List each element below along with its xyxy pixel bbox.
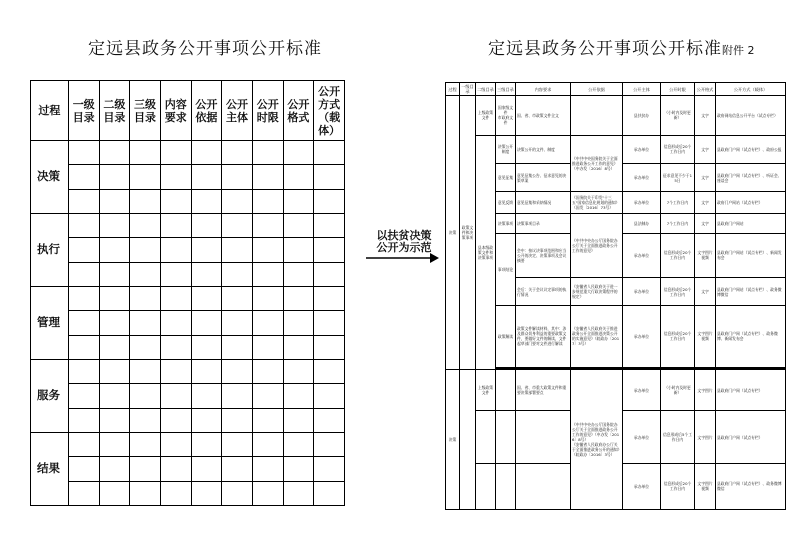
time-cell: 信息形成后20个工作日内 — [661, 306, 695, 367]
blank-cell — [99, 213, 130, 237]
basis-cell: 《安徽省人民政府关于推进政务公开全面推进决策公开的实施意见》（皖政办〔2017〕3号） — [571, 306, 623, 367]
blank-cell — [191, 408, 222, 432]
right-header-cell: 二级目录 — [476, 83, 496, 96]
subject-cell: 承办单位 — [623, 463, 661, 509]
time-cell: 7个工作日内 — [661, 214, 695, 234]
blank-cell — [160, 359, 191, 383]
blank-cell — [99, 481, 130, 505]
blank-cell — [160, 384, 191, 408]
blank-cell — [252, 189, 283, 213]
l2-cell: 上级政策文件 — [476, 96, 496, 135]
channel-cell: 县政府门户网（试点专栏）、政务微博、新闻发布会 — [716, 306, 786, 367]
blank-cell — [283, 238, 314, 262]
blank-cell — [314, 432, 345, 456]
l3-cell — [496, 411, 516, 464]
format-cell: 文字图片 — [695, 369, 716, 411]
blank-cell — [99, 286, 130, 310]
blank-cell — [160, 481, 191, 505]
channel-cell: 县政府门户网（试点专栏）、政务微博微信 — [716, 463, 786, 509]
left-header-cell: 三级目录 — [130, 81, 161, 141]
blank-cell — [99, 262, 130, 286]
left-table-row — [31, 457, 345, 481]
channel-cell: 政府网站信息公开平台（试点专栏） — [716, 96, 786, 135]
blank-cell — [222, 384, 253, 408]
blank-cell — [283, 213, 314, 237]
blank-cell — [222, 213, 253, 237]
blank-cell — [130, 457, 161, 481]
content-cell: 国、省、市政策文件全文 — [516, 96, 571, 135]
l3-cell: 意见反馈 — [496, 192, 516, 214]
blank-cell — [222, 481, 253, 505]
blank-cell — [252, 286, 283, 310]
left-table-row — [31, 432, 345, 456]
basis-cell: 《中共中央国务院关于全面推进政务公开工作的意见》（中办发〔2016〕8号） — [571, 135, 623, 192]
subject-cell: 承办单位 — [623, 163, 661, 191]
blank-cell — [314, 238, 345, 262]
blank-cell — [283, 141, 314, 165]
blank-cell — [68, 311, 99, 335]
format-cell: 文字图片视频 — [695, 234, 716, 278]
left-table-row — [31, 262, 345, 286]
table-row — [446, 214, 786, 234]
l2-cell — [476, 463, 496, 509]
blank-cell — [314, 384, 345, 408]
blank-cell — [252, 262, 283, 286]
blank-cell — [130, 262, 161, 286]
blank-cell — [252, 311, 283, 335]
left-table-row — [31, 141, 345, 165]
subject-cell: 县法制办 — [623, 214, 661, 234]
process-cell: 服务 — [31, 359, 69, 432]
left-header-cell: 过程 — [31, 81, 69, 141]
left-table-row — [31, 359, 345, 383]
arrow-caption-line: 以扶贫决策 — [376, 229, 432, 242]
blank-cell — [99, 165, 130, 189]
blank-cell — [191, 335, 222, 359]
blank-cell — [222, 141, 253, 165]
subject-cell: 承办单位 — [623, 411, 661, 464]
blank-cell — [130, 189, 161, 213]
l3-cell: 决策事项 — [496, 214, 516, 234]
format-cell: 文字图片视频 — [695, 306, 716, 367]
blank-cell — [130, 335, 161, 359]
channel-cell: 县政府门户网站（试点专栏）、新闻发布会 — [716, 234, 786, 278]
right-header-row — [446, 83, 786, 96]
arrow-caption — [368, 230, 440, 254]
l1-cell — [460, 369, 476, 509]
time-cell: 信息形成后20个工作日内 — [661, 277, 695, 305]
subject-cell: 承办单位 — [623, 234, 661, 278]
blank-cell — [99, 238, 130, 262]
blank-cell — [283, 384, 314, 408]
right-page-title: 定远县政务公开事项公开标准 — [488, 39, 722, 59]
blank-cell — [283, 189, 314, 213]
blank-cell — [222, 286, 253, 310]
basis-cell — [571, 369, 623, 509]
right-header-cell: 一级目录 — [461, 84, 474, 95]
channel-cell: 县政府门户网（试点专栏） — [716, 411, 786, 464]
content-cell: 决策事项目录 — [516, 214, 571, 234]
format-cell: 文字图片视频 — [695, 463, 716, 509]
blank-cell — [191, 457, 222, 481]
blank-cell — [283, 335, 314, 359]
time-cell: 信息形成后20个工作日内 — [661, 463, 695, 509]
right-standard-table — [445, 82, 786, 510]
blank-cell — [252, 359, 283, 383]
blank-cell — [130, 359, 161, 383]
blank-cell — [191, 189, 222, 213]
blank-cell — [283, 311, 314, 335]
blank-cell — [191, 432, 222, 456]
blank-cell — [68, 335, 99, 359]
blank-cell — [191, 286, 222, 310]
blank-cell — [252, 384, 283, 408]
blank-cell — [130, 141, 161, 165]
blank-cell — [99, 457, 130, 481]
content-cell: 决策公开的文件、制度 — [516, 135, 571, 163]
blank-cell — [252, 238, 283, 262]
blank-cell — [68, 457, 99, 481]
right-header-cell: 公开依据 — [571, 83, 623, 96]
blank-cell — [283, 165, 314, 189]
blank-cell — [191, 481, 222, 505]
blank-cell — [314, 189, 345, 213]
blank-cell — [222, 335, 253, 359]
blank-cell — [130, 238, 161, 262]
left-table-row — [31, 165, 345, 189]
blank-cell — [252, 432, 283, 456]
blank-cell — [283, 457, 314, 481]
time-cell: 征求意见不少于15日 — [661, 163, 695, 191]
l3-cell: 决策公开制度 — [496, 135, 516, 163]
blank-cell — [160, 311, 191, 335]
blank-cell — [99, 432, 130, 456]
l2-cell: 县本级政策文件和决策事项 — [476, 135, 496, 369]
blank-cell — [222, 432, 253, 456]
subject-cell: 承办单位 — [623, 306, 661, 367]
left-table-row — [31, 408, 345, 432]
blank-cell — [68, 189, 99, 213]
content-cell — [516, 463, 571, 509]
channel-cell: 县政府门户网（试点专栏）、政府公报 — [716, 135, 786, 163]
blank-cell — [130, 213, 161, 237]
table-row — [446, 369, 786, 411]
time-cell: 信息形成后5个工作日内 — [661, 411, 695, 464]
process-cell: 决策 — [446, 96, 460, 370]
right-header-cell: 公开主体 — [623, 83, 661, 96]
blank-cell — [99, 141, 130, 165]
l3-cell — [496, 463, 516, 509]
blank-cell — [222, 408, 253, 432]
blank-cell — [222, 457, 253, 481]
blank-cell — [68, 286, 99, 310]
subject-cell: 承办单位 — [623, 135, 661, 163]
blank-cell — [68, 408, 99, 432]
blank-cell — [99, 408, 130, 432]
blank-cell — [160, 408, 191, 432]
blank-cell — [68, 432, 99, 456]
format-cell: 文字 — [695, 135, 716, 163]
blank-cell — [191, 262, 222, 286]
blank-cell — [68, 213, 99, 237]
l3-cell — [496, 369, 516, 411]
channel-cell: 县政府门户网（试点专栏）、听证会、座谈会 — [716, 163, 786, 191]
basis-cell — [571, 96, 623, 135]
right-header-cell: 三级目录 — [496, 83, 516, 96]
blank-cell — [130, 384, 161, 408]
content-cell — [516, 411, 571, 464]
table-row — [446, 96, 786, 135]
content-cell: 会后：关于会议议定事项的执行情况 — [516, 277, 571, 305]
blank-cell — [191, 359, 222, 383]
blank-cell — [160, 141, 191, 165]
format-cell: 文字 — [695, 214, 716, 234]
table-row — [446, 192, 786, 214]
subject-cell: 县扶贫办 — [623, 96, 661, 135]
basis-line: 《安徽省人民政府办公厅关于全面推进政务公开的通知》（皖政办〔2016〕3号） — [572, 441, 620, 457]
right-header-cell: 公开时限 — [661, 83, 695, 96]
blank-cell — [130, 481, 161, 505]
content-cell: 会中：按议决事项范围和应当公开的决定、决策事项及会议摘要 — [516, 234, 571, 278]
l3-line: 国家级文件 — [497, 105, 514, 116]
l3-line: 市政府文件 — [497, 115, 514, 126]
process-cell: 管理 — [31, 286, 69, 359]
blank-cell — [191, 238, 222, 262]
blank-cell — [314, 165, 345, 189]
blank-cell — [252, 408, 283, 432]
left-table-row — [31, 311, 345, 335]
basis-line: 《中共中央办公厅国务院办公厅关于全面推进政务公开工作的意见》（中办发〔2016〕8号） — [572, 421, 620, 442]
blank-cell — [314, 311, 345, 335]
left-page-title: 定远县政务公开事项公开标准 — [88, 39, 322, 59]
time-cell: 信息形成后20个工作日内 — [661, 135, 695, 163]
left-table-row — [31, 238, 345, 262]
format-cell: 文字 — [695, 96, 716, 135]
left-table-row — [31, 213, 345, 237]
blank-cell — [130, 165, 161, 189]
left-header-cell: 公开主体 — [222, 81, 253, 141]
time-cell: 7个工作日内 — [661, 192, 695, 214]
blank-cell — [314, 408, 345, 432]
blank-cell — [68, 481, 99, 505]
left-header-row — [31, 81, 345, 141]
blank-cell — [222, 189, 253, 213]
right-header-cell: 过程 — [446, 83, 460, 96]
blank-cell — [252, 213, 283, 237]
blank-cell — [283, 262, 314, 286]
l2-cell — [476, 411, 496, 464]
blank-cell — [160, 213, 191, 237]
blank-cell — [283, 408, 314, 432]
left-table-row — [31, 335, 345, 359]
blank-cell — [314, 457, 345, 481]
subject-cell: 承办单位 — [623, 369, 661, 411]
left-header-cell: 二级目录 — [99, 81, 130, 141]
blank-cell — [191, 384, 222, 408]
format-cell: 文字 — [695, 192, 716, 214]
l3-cell: 政策解读 — [496, 306, 516, 367]
blank-cell — [68, 165, 99, 189]
blank-cell — [160, 286, 191, 310]
blank-cell — [252, 457, 283, 481]
blank-cell — [191, 213, 222, 237]
time-cell: （小时内及时更新） — [661, 96, 695, 135]
left-header-cell: 公开格式 — [283, 81, 314, 141]
left-table-row — [31, 384, 345, 408]
blank-cell — [222, 262, 253, 286]
blank-cell — [314, 481, 345, 505]
blank-cell — [314, 262, 345, 286]
arrow-caption-line: 公开为示范 — [376, 241, 432, 254]
attachment-label: 附件 2 — [722, 44, 755, 57]
blank-cell — [283, 432, 314, 456]
blank-cell — [314, 359, 345, 383]
process-cell: 决策 — [31, 141, 69, 214]
blank-cell — [130, 286, 161, 310]
basis-cell: 《国务院关于印发"十三五"国家信息化规划的通知》（国发〔2016〕73号） — [571, 192, 623, 214]
blank-cell — [99, 359, 130, 383]
right-header-cell: 公开方式（载体） — [716, 83, 786, 96]
l3-cell — [496, 96, 516, 135]
content-cell: 国、省、市重大政策文件和重要决策部署要点 — [516, 369, 571, 411]
blank-cell — [99, 311, 130, 335]
l3-cell: 意见征集 — [496, 163, 516, 191]
left-table-row — [31, 286, 345, 310]
blank-cell — [252, 335, 283, 359]
left-header-cell: 内容要求 — [160, 81, 191, 141]
subject-cell: 承办单位 — [623, 192, 661, 214]
channel-cell: 县政府门户网站 — [716, 214, 786, 234]
blank-cell — [252, 165, 283, 189]
table-row — [446, 135, 786, 163]
blank-cell — [222, 359, 253, 383]
time-cell: 信息形成后20个工作日内 — [661, 234, 695, 278]
blank-cell — [283, 481, 314, 505]
blank-cell — [222, 165, 253, 189]
process-cell: 执行 — [31, 213, 69, 286]
content-cell: 意见征集和采纳情况 — [516, 192, 571, 214]
right-header-cell: 内容要求 — [516, 83, 571, 96]
subject-cell: 承办单位 — [623, 277, 661, 305]
blank-cell — [130, 408, 161, 432]
blank-cell — [130, 311, 161, 335]
blank-cell — [68, 384, 99, 408]
blank-cell — [160, 165, 191, 189]
left-table-row — [31, 481, 345, 505]
blank-cell — [314, 335, 345, 359]
left-standard-table — [30, 80, 345, 506]
l3-cell: 事项结论 — [496, 234, 516, 306]
blank-cell — [99, 384, 130, 408]
channel-cell: 县政府门户网站（试点专栏）、政务微博微信 — [716, 277, 786, 305]
blank-cell — [160, 189, 191, 213]
blank-cell — [160, 238, 191, 262]
blank-cell — [314, 286, 345, 310]
blank-cell — [191, 165, 222, 189]
process-cell: 决策 — [446, 369, 460, 509]
blank-cell — [68, 262, 99, 286]
blank-cell — [160, 457, 191, 481]
blank-cell — [99, 189, 130, 213]
blank-cell — [160, 335, 191, 359]
basis-cell: 《安徽省人民政府关于进一步规范重大行政决策程序的规定》 — [571, 277, 623, 305]
channel-cell: 政府门户网站（试点专栏） — [716, 192, 786, 214]
blank-cell — [68, 238, 99, 262]
blank-cell — [99, 335, 130, 359]
format-cell: 文字 — [695, 277, 716, 305]
blank-cell — [283, 359, 314, 383]
basis-cell: 《中共中央办公厅国务院办公厅关于全面推进政务公开工作的意见》 — [571, 214, 623, 277]
left-table-row — [31, 189, 345, 213]
process-cell: 结果 — [31, 432, 69, 505]
content-cell: 政策文件解读材料，其中：涉及群众切身利益的重要政策文件，要做好文件的解读，文件起草部门要对文件进行解读 — [516, 306, 571, 367]
left-header-cell: 公开依据 — [191, 81, 222, 141]
blank-cell — [68, 359, 99, 383]
blank-cell — [191, 311, 222, 335]
table-row — [446, 306, 786, 367]
format-cell: 文字 — [695, 163, 716, 191]
content-cell: 意见征集公告、征求意见的决策草案 — [516, 163, 571, 191]
blank-cell — [160, 432, 191, 456]
blank-cell — [283, 286, 314, 310]
format-cell: 文字图片 — [695, 411, 716, 464]
left-header-cell: 公开方式（载体） — [314, 81, 345, 141]
l1-cell: 政策文件和决策事项 — [460, 96, 476, 370]
blank-cell — [314, 213, 345, 237]
right-header-cell: 公开格式 — [695, 83, 716, 96]
blank-cell — [68, 141, 99, 165]
blank-cell — [222, 311, 253, 335]
blank-cell — [191, 141, 222, 165]
blank-cell — [222, 238, 253, 262]
l2-cell: 上级政策文件 — [476, 369, 496, 411]
blank-cell — [252, 141, 283, 165]
left-header-cell: 一级目录 — [68, 81, 99, 141]
blank-cell — [252, 481, 283, 505]
time-cell: （小时内及时更新） — [661, 369, 695, 411]
blank-cell — [130, 432, 161, 456]
blank-cell — [314, 141, 345, 165]
blank-cell — [160, 262, 191, 286]
channel-cell: 县政府门户网（试点专栏） — [716, 369, 786, 411]
left-header-cell: 公开时限 — [252, 81, 283, 141]
